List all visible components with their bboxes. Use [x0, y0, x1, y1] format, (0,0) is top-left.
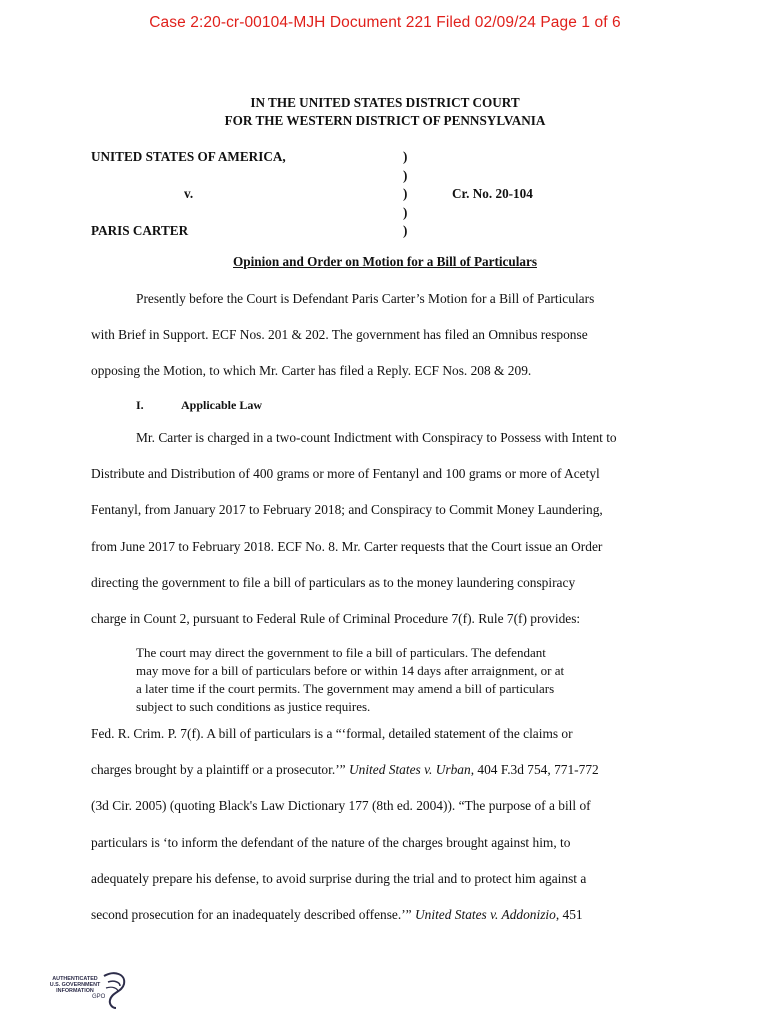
section-title: Applicable Law — [181, 398, 263, 412]
caption-parentheses — [403, 148, 407, 241]
text-line: charge in Count 2, pursuant to Federal Rule of Criminal Procedure 7(f). Rule 7(f) provides: — [91, 611, 581, 627]
paragraph-intro — [91, 281, 691, 390]
paragraph-bill-of-particulars — [91, 716, 691, 933]
court-heading-line1: IN THE UNITED STATES DISTRICT COURT — [250, 95, 520, 110]
text-line: (3d Cir. 2005) (quoting Black's Law Dictionary 177 (8th ed. 2004)). “The purpose of a bill of — [91, 798, 591, 814]
case-citation-addonizio: United States v. Addonizio — [414, 907, 556, 923]
text-line: directing the government to file a bill of particulars as to the money laundering conspiracy — [91, 574, 576, 590]
document-title: Opinion and Order on Motion for a Bill of Particulars — [233, 254, 537, 269]
caption-paren: ) — [403, 167, 408, 183]
case-number: Cr. No. 20-104 — [452, 186, 533, 201]
caption-versus: v. — [184, 186, 194, 201]
text-line: Presently before the Court is Defendant Paris Carter’s Motion for a Bill of Particulars — [136, 291, 595, 306]
gpo-seal-text: AUTHENTICATED U.S. GOVERNMENT INFORMATION — [49, 976, 101, 995]
caption-paren: ) — [403, 204, 408, 220]
eagle-icon — [98, 970, 130, 1010]
paragraph-charges — [91, 420, 691, 637]
text-line: adequately prepare his defense, to avoid surprise during the trial and to protect him against a — [91, 870, 587, 886]
court-heading — [0, 94, 770, 130]
caption-defendant: PARIS CARTER — [91, 223, 189, 238]
text-line: second prosecution for an inadequately described offense.’” United States v. Addonizio, 451 — [91, 907, 583, 923]
gpo-mark: GPO — [92, 994, 106, 1000]
text-line: charges brought by a plaintiff or a prosecutor.’” United States v. Urban, 404 F.3d 754, 771-772 — [91, 762, 599, 778]
case-header-stamp: Case 2:20-cr-00104-MJH Document 221 Filed 02/09/24 Page 1 of 6 — [149, 14, 621, 31]
text-line: opposing the Motion, to which Mr. Carter has filed a Reply. ECF Nos. 208 & 209. — [91, 363, 532, 379]
quote-line: may move for a bill of particulars before or within 14 days after arraignment, or at — [136, 663, 565, 678]
caption-paren: ) — [403, 149, 408, 164]
text-line: Mr. Carter is charged in a two-count Indictment with Conspiracy to Possess with Intent to — [136, 430, 617, 445]
case-caption — [91, 148, 691, 240]
caption-plaintiff: UNITED STATES OF AMERICA, — [91, 149, 286, 164]
caption-parties — [91, 148, 286, 241]
caption-paren: ) — [403, 223, 408, 238]
text-line: particulars is ‘to inform the defendant of the nature of the charges brought against him, to — [91, 834, 571, 850]
text-line: Fentanyl, from January 2017 to February 2018; and Conspiracy to Commit Money Laundering, — [91, 502, 603, 518]
text-line: with Brief in Support. ECF Nos. 201 & 202. The government has filed an Omnibus response — [91, 327, 588, 343]
quote-line: The court may direct the government to file a bill of particulars. The defendant — [136, 645, 546, 660]
section-heading — [136, 398, 262, 413]
text-line: Fed. R. Crim. P. 7(f). A bill of particulars is a “‘formal, detailed statement of the claims or — [91, 726, 573, 741]
block-quote-rule-7f — [136, 644, 636, 716]
quote-line: subject to such conditions as justice requires. — [136, 699, 371, 714]
caption-paren: ) — [403, 186, 408, 201]
section-number: I. — [136, 398, 144, 412]
court-heading-line2: FOR THE WESTERN DISTRICT OF PENNSYLVANIA — [224, 113, 546, 128]
text-line: from June 2017 to February 2018. ECF No. 8. Mr. Carter requests that the Court issue an Order — [91, 538, 603, 554]
quote-line: a later time if the court permits. The government may amend a bill of particulars — [136, 681, 555, 696]
text-line: Distribute and Distribution of 400 grams or more of Fentanyl and 100 grams or more of Acetyl — [91, 466, 600, 482]
gpo-authentication-seal — [40, 970, 140, 1018]
case-citation-urban: United States v. Urban — [348, 762, 471, 778]
